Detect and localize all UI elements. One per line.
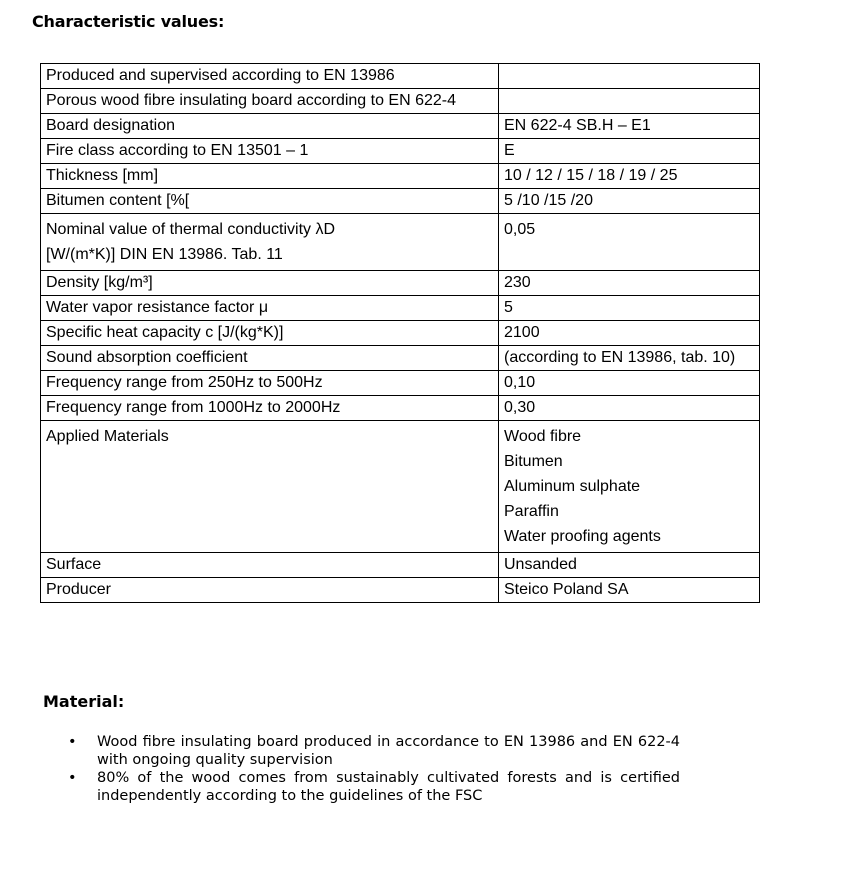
table-cell-value bbox=[499, 64, 760, 89]
bullet-icon: • bbox=[68, 770, 77, 786]
value-text: 230 bbox=[504, 274, 531, 291]
value-text: Steico Poland SA bbox=[504, 581, 629, 598]
label-text: Thickness [mm] bbox=[46, 167, 159, 184]
label-text: Applied Materials bbox=[46, 428, 169, 445]
label-text: [W/(m*K)] DIN EN 13986. Tab. 11 bbox=[46, 246, 283, 263]
table-cell-value bbox=[499, 214, 760, 271]
table-cell-label bbox=[41, 396, 499, 421]
table-row bbox=[41, 321, 760, 346]
table-cell-value bbox=[499, 271, 760, 296]
table-cell-value bbox=[499, 189, 760, 214]
label-text: Frequency range from 1000Hz to 2000Hz bbox=[46, 399, 341, 416]
bullet-icon: • bbox=[68, 734, 77, 750]
label-text: Bitumen content [%[ bbox=[46, 192, 190, 209]
material-list-item bbox=[60, 769, 680, 805]
value-text: 0,10 bbox=[504, 374, 536, 391]
table-cell-label bbox=[41, 64, 499, 89]
value-text: Bitumen bbox=[504, 453, 563, 470]
table-row bbox=[41, 189, 760, 214]
characteristic-values-heading: Characteristic values: bbox=[32, 12, 225, 31]
value-text: 5 bbox=[504, 299, 513, 316]
table-cell-label bbox=[41, 371, 499, 396]
table-row bbox=[41, 139, 760, 164]
table-cell-value bbox=[499, 421, 760, 553]
table-cell-value bbox=[499, 396, 760, 421]
table-cell-label bbox=[41, 553, 499, 578]
table-row bbox=[41, 578, 760, 603]
value-text: Wood fibre bbox=[504, 428, 582, 445]
label-text: Density [kg/m³] bbox=[46, 274, 153, 291]
value-text: E bbox=[504, 142, 515, 159]
label-text: Sound absorption coefficient bbox=[46, 349, 248, 366]
table-cell-value bbox=[499, 553, 760, 578]
table-row bbox=[41, 64, 760, 89]
table-row bbox=[41, 371, 760, 396]
table-cell-label bbox=[41, 271, 499, 296]
table-row bbox=[41, 89, 760, 114]
label-text: Fire class according to EN 13501 – 1 bbox=[46, 142, 309, 159]
table-row bbox=[41, 271, 760, 296]
table-cell-value bbox=[499, 139, 760, 164]
material-list bbox=[60, 733, 680, 805]
value-text: Water proofing agents bbox=[504, 528, 661, 545]
label-text: Produced and supervised according to EN 13986 bbox=[46, 67, 395, 84]
label-text: Surface bbox=[46, 556, 102, 573]
label-text: Water vapor resistance factor μ bbox=[46, 299, 269, 316]
label-text: Porous wood fibre insulating board according to EN 622-4 bbox=[46, 92, 457, 109]
table-cell-value bbox=[499, 114, 760, 139]
material-list-item bbox=[60, 733, 680, 769]
value-text: Aluminum sulphate bbox=[504, 478, 641, 495]
table-cell-label bbox=[41, 346, 499, 371]
table-cell-label bbox=[41, 214, 499, 271]
table-cell-label bbox=[41, 578, 499, 603]
table-row bbox=[41, 421, 760, 553]
table-row bbox=[41, 214, 760, 271]
table-cell-value bbox=[499, 321, 760, 346]
value-text: Paraffin bbox=[504, 503, 559, 520]
material-heading: Material: bbox=[43, 692, 125, 711]
value-text: (according to EN 13986, tab. 10) bbox=[504, 349, 736, 366]
value-text: 10 / 12 / 15 / 18 / 19 / 25 bbox=[504, 167, 678, 184]
table-row bbox=[41, 553, 760, 578]
label-text: Producer bbox=[46, 581, 111, 598]
table-row bbox=[41, 114, 760, 139]
characteristic-values-table bbox=[40, 63, 760, 603]
table-cell-label bbox=[41, 89, 499, 114]
table-cell-value bbox=[499, 578, 760, 603]
material-item-text: 80% of the wood comes from sustainably cultivated forests and is certified independently according to the guidelines of the FSC bbox=[97, 770, 680, 804]
label-text: Board designation bbox=[46, 117, 175, 134]
table-cell-label bbox=[41, 321, 499, 346]
value-text: Unsanded bbox=[504, 556, 577, 573]
table-cell-value bbox=[499, 346, 760, 371]
value-text: EN 622-4 SB.H – E1 bbox=[504, 117, 651, 134]
table-cell-label bbox=[41, 189, 499, 214]
material-item-text: Wood fibre insulating board produced in accordance to EN 13986 and EN 622-4 with ongoing quality supervision bbox=[97, 734, 680, 768]
table-cell-value bbox=[499, 89, 760, 114]
table-cell-label bbox=[41, 114, 499, 139]
table-cell-label bbox=[41, 139, 499, 164]
table-cell-label bbox=[41, 421, 499, 553]
value-text: 5 /10 /15 /20 bbox=[504, 192, 593, 209]
table-cell-label bbox=[41, 164, 499, 189]
table-cell-value bbox=[499, 164, 760, 189]
table-cell-value bbox=[499, 296, 760, 321]
label-text: Nominal value of thermal conductivity λD bbox=[46, 221, 336, 238]
label-text: Frequency range from 250Hz to 500Hz bbox=[46, 374, 323, 391]
value-text: 0,30 bbox=[504, 399, 536, 416]
label-text: Specific heat capacity c [J/(kg*K)] bbox=[46, 324, 284, 341]
table-row bbox=[41, 164, 760, 189]
value-text: 0,05 bbox=[504, 221, 536, 238]
value-text: 2100 bbox=[504, 324, 540, 341]
table-cell-value bbox=[499, 371, 760, 396]
table-row bbox=[41, 296, 760, 321]
table-cell-label bbox=[41, 296, 499, 321]
table-row bbox=[41, 346, 760, 371]
table-row bbox=[41, 396, 760, 421]
